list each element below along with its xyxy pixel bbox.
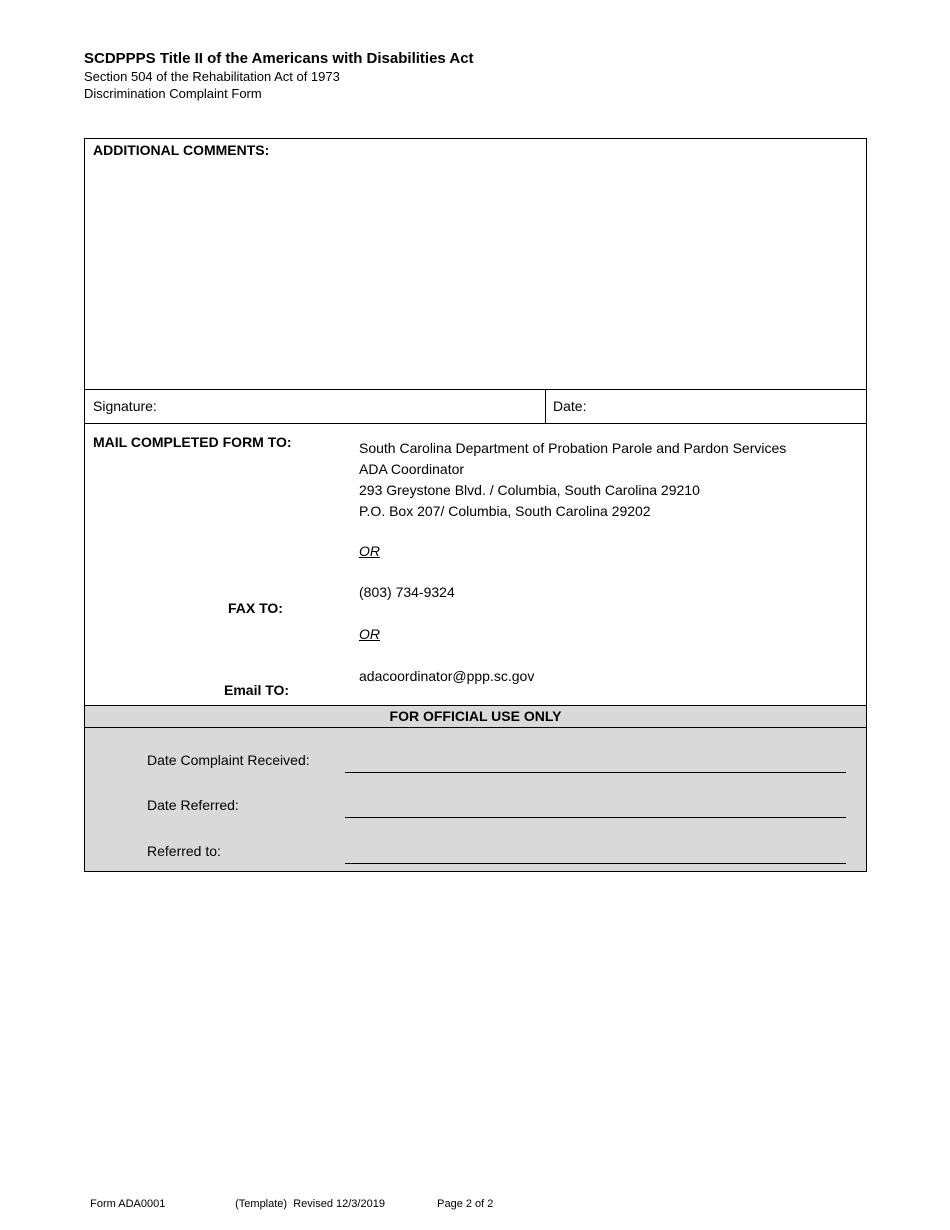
mail-section [85,424,866,706]
date-received-row [147,752,847,774]
email-address: adacoordinator@ppp.sc.gov [359,668,535,684]
referred-to-input[interactable] [345,863,846,864]
referred-to-label: Referred to: [147,843,221,859]
official-use-section [85,728,866,871]
or-separator: OR [359,543,380,559]
additional-comments-label: ADDITIONAL COMMENTS: [93,142,270,158]
address-line: P.O. Box 207/ Columbia, South Carolina 29202 [359,503,651,519]
official-use-heading: FOR OFFICIAL USE ONLY [85,706,866,728]
referred-to-row [147,843,847,865]
mail-label: MAIL COMPLETED FORM TO: [93,434,292,450]
signature-divider [545,390,546,423]
fax-label: FAX TO: [228,600,283,616]
date-referred-row [147,797,847,819]
document-form-name: Discrimination Complaint Form [84,86,262,101]
address-line: ADA Coordinator [359,461,465,477]
document-subtitle: Section 504 of the Rehabilitation Act of 1973 [84,69,340,84]
date-field[interactable]: Date: [553,398,587,414]
footer-page-number: Page 2 of 2 [437,1198,494,1210]
address-line: South Carolina Department of Probation Parole and Pardon Services [359,440,787,456]
document-title: SCDPPPS Title II of the Americans with Disabilities Act [84,50,474,67]
or-separator: OR [359,626,380,642]
page-footer [84,1186,493,1210]
footer-revision: (Template) Revised 12/3/2019 [235,1198,385,1210]
complaint-form [84,138,867,872]
address-line: 293 Greystone Blvd. / Columbia, South Carolina 29210 [359,482,700,498]
date-referred-label: Date Referred: [147,797,239,813]
signature-field[interactable]: Signature: [93,398,157,414]
date-referred-input[interactable] [345,817,846,818]
date-received-input[interactable] [345,772,846,773]
fax-number: (803) 734-9324 [359,584,455,600]
footer-form-id: Form ADA0001 [90,1198,166,1210]
mailing-address [359,438,786,522]
signature-row [85,390,866,424]
document-header [84,49,474,102]
email-label: Email TO: [224,682,290,698]
additional-comments-field[interactable] [85,139,866,390]
date-received-label: Date Complaint Received: [147,752,310,768]
